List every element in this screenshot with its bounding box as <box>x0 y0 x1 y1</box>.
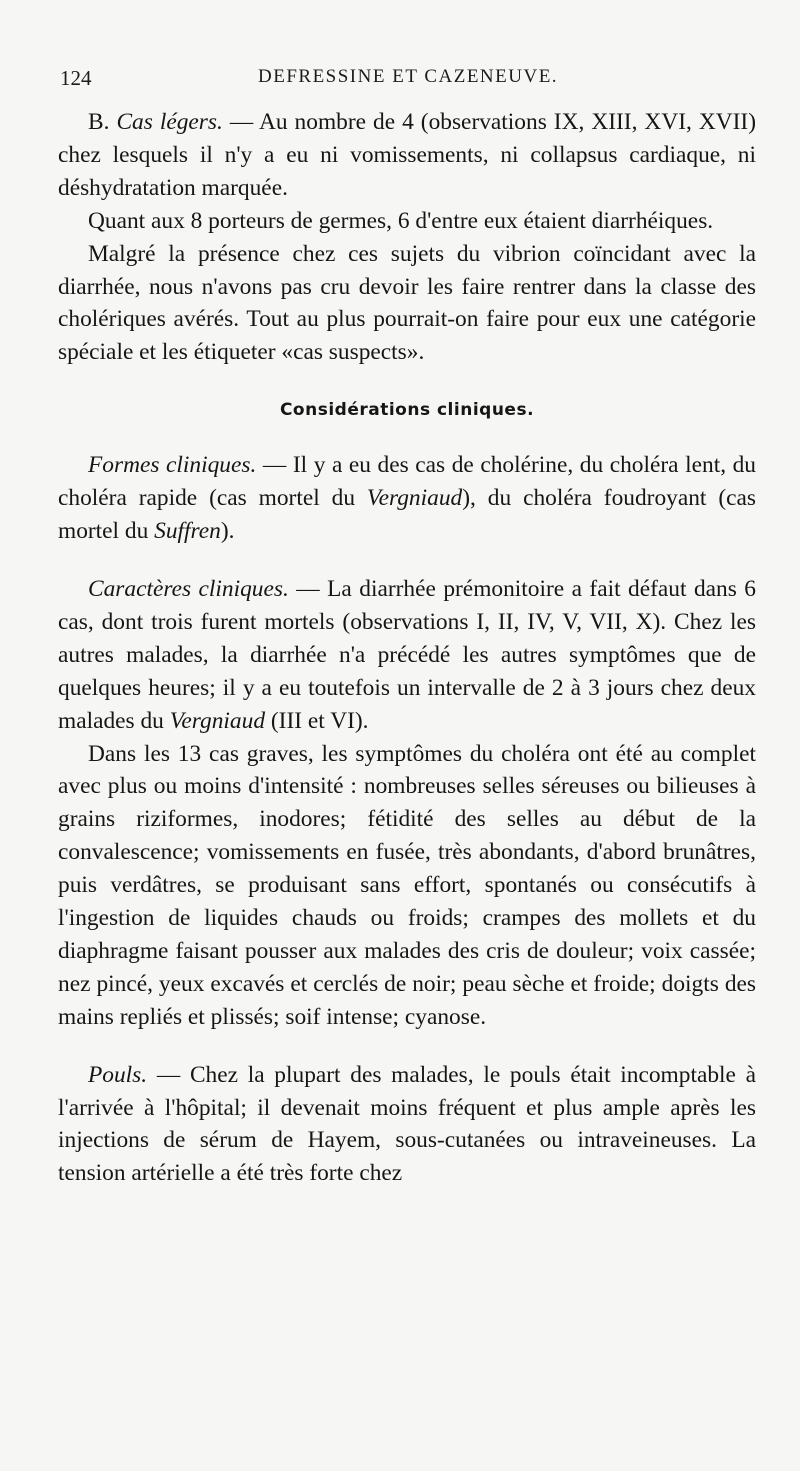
paragraph-text: ). <box>220 518 235 545</box>
paragraph-text: Malgré la présence chez ces sujets du vibrion coïncidant avec la diarrhée, nous n'avons pas cru devoir les faire rentrer dans la classe des cholériques avérés. Tout au plus pourrait-on faire pour eux une catégorie spéciale et les étiqueter «cas suspects». <box>58 240 756 366</box>
ship-name: Vergniaud <box>169 707 266 734</box>
section-letter: B. <box>88 109 117 135</box>
paragraph-text: — La diarrhée prémonitoire a fait défaut dans 6 cas, dont trois furent mortels (observations I, II, IV, V, VII, X). Chez les autres malades, la diarrhée n'a précédé les autres symptômes que de quelques heures; il y a eu toutefois un intervalle de 2 à 3 jours chez deux malades du <box>58 575 756 734</box>
paragraph-text: — Il y a eu des cas de cholérine, du choléra lent, du choléra rapide (cas mortel du <box>58 452 756 512</box>
subheading-caracteres-cliniques: Caractères cliniques. <box>88 575 289 602</box>
paragraph-pouls <box>58 1059 756 1191</box>
paragraph-text: — Au nombre de 4 (observations IX, XIII, XVI, XVII) chez lesquels il n'y a eu ni vomissements, ni collapsus cardiaque, ni déshydratation marquée. <box>58 109 757 201</box>
page-header <box>60 66 760 96</box>
body-text <box>58 106 756 1190</box>
subheading-pouls: Pouls. <box>88 1061 148 1088</box>
ship-name: Suffren <box>154 518 221 545</box>
subheading-cas-legers: Cas légers. <box>116 109 223 135</box>
paragraph-caracteres-cliniques <box>58 573 756 738</box>
ship-name: Vergniaud <box>366 485 463 512</box>
paragraph-porteurs <box>58 205 756 238</box>
section-title: Considérations cliniques. <box>279 400 535 421</box>
paragraph-text: (III et VI). <box>265 707 369 734</box>
paragraph-malgre <box>58 238 756 370</box>
page-number: 124 <box>60 66 92 90</box>
running-head: DEFRESSINE ET CAZENEUVE. <box>258 66 559 87</box>
paragraph-text: ), du choléra foudroyant (cas mortel du <box>58 485 756 545</box>
paragraph-text: Quant aux 8 porteurs de germes, 6 d'entre eux étaient diarrhéiques. <box>88 207 714 234</box>
paragraph-cas-legers <box>58 106 756 205</box>
paragraph-text: Dans les 13 cas graves, les symptômes du choléra ont été au complet avec plus ou moins d'intensité : nombreuses selles séreuses ou bilieuses à grains riziformes, inodores; fétidité des selles au début de la convalescence; vomissements en fusée, très abondants, d'abord brunâtres, puis verdâtres, se produisant sans effort, spontanés ou consécutifs à l'ingestion de liquides chauds ou froids; crampes des mollets et du diaphragme faisant pousser aux malades des cris de douleur; voix cassée; nez pincé, yeux excavés et cerclés de noir; peau sèche et froide; doigts des mains repliés et plissés; soif intense; cyanose. <box>58 740 756 1030</box>
subheading-formes-cliniques: Formes cliniques. <box>88 452 257 479</box>
paragraph-formes-cliniques <box>58 449 756 548</box>
paragraph-text: — Chez la plupart des malades, le pouls était incomptable à l'arrivée à l'hôpital; il devenait moins fréquent et plus ample après les injections de sérum de Hayem, sous-cutanées ou intraveineuses. La tension artérielle a été très forte chez <box>58 1061 756 1187</box>
paragraph-cas-graves <box>58 738 756 1034</box>
